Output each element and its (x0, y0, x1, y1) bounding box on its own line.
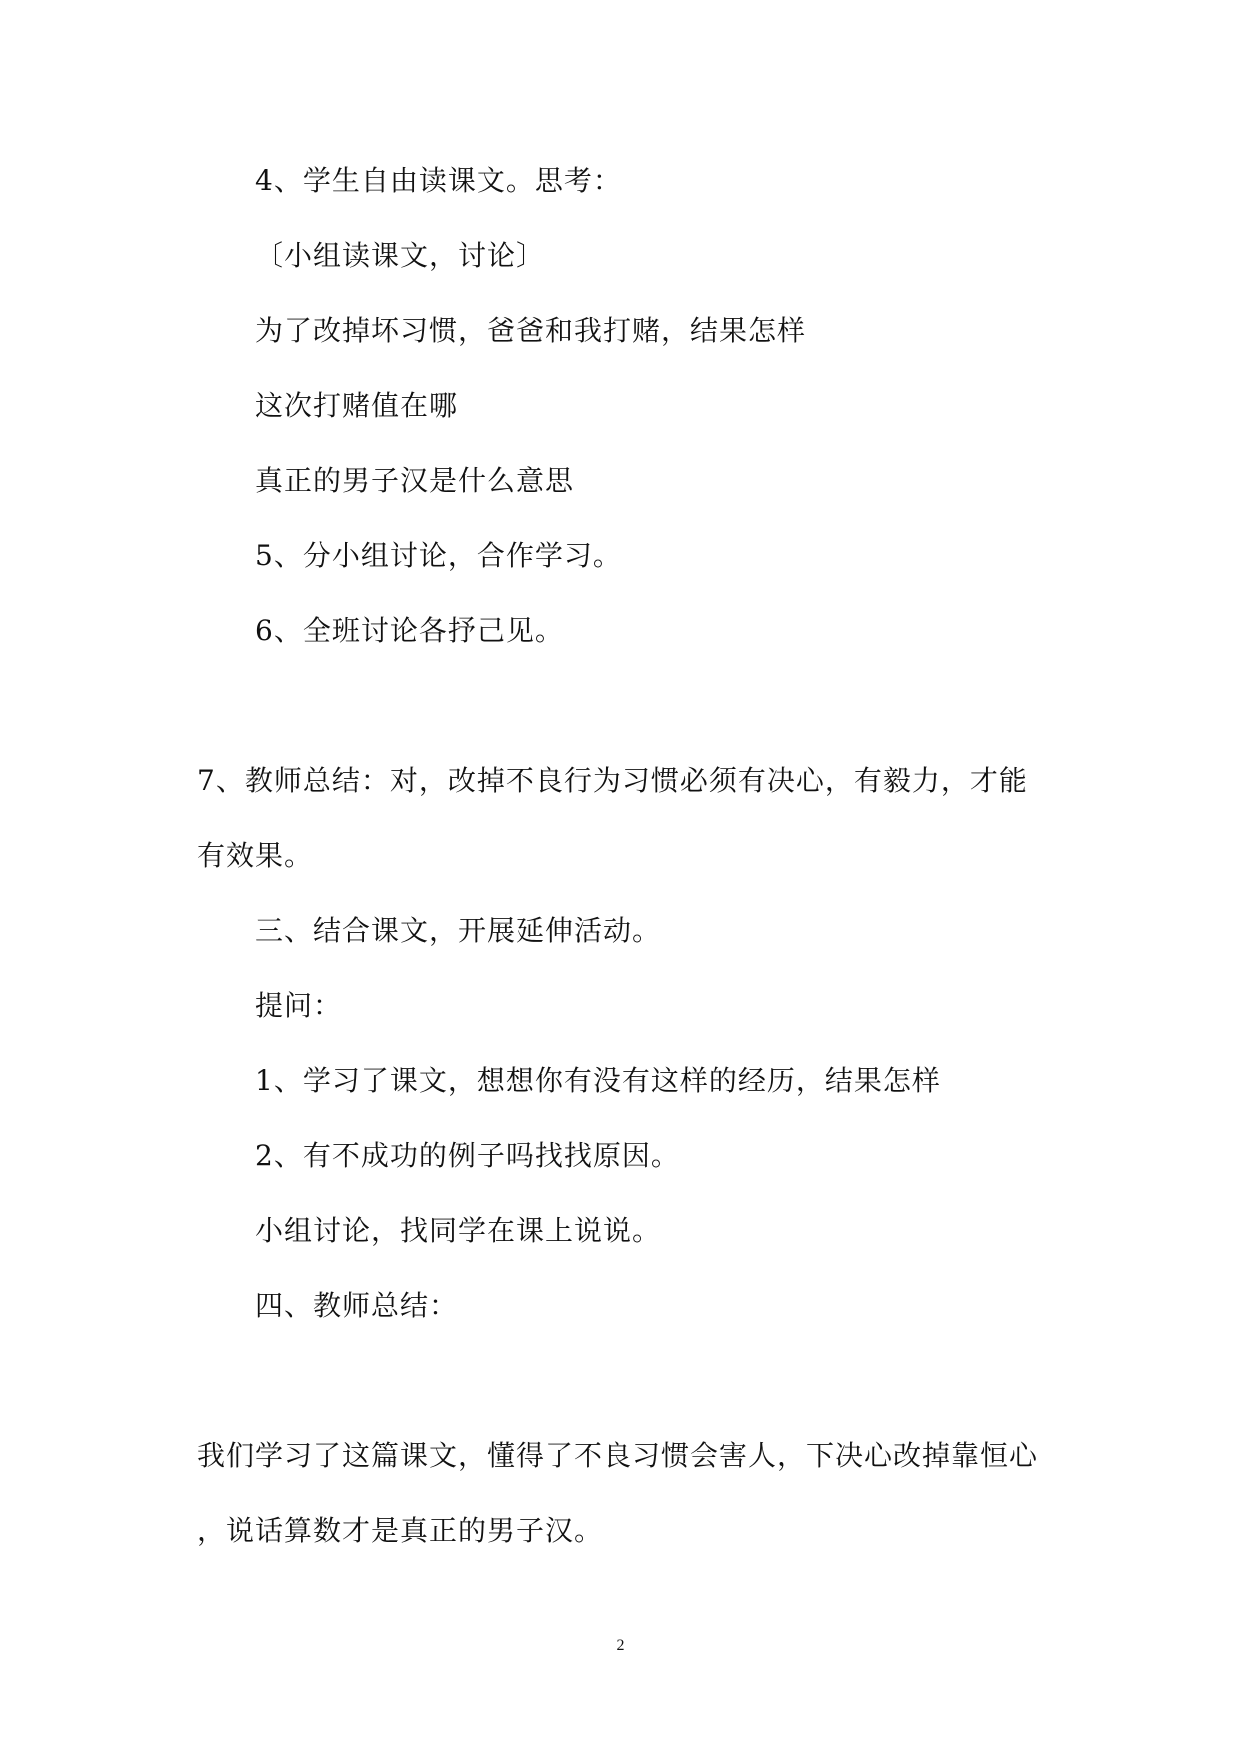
text-line: 有效果。 (197, 839, 314, 872)
text-line: 小组讨论，找同学在课上说说。 (255, 1214, 662, 1247)
text-line: 这次打赌值在哪 (255, 389, 459, 422)
text-line: 三、结合课文，开展延伸活动。 (255, 914, 662, 947)
text-line: 7、教师总结：对，改掉不良行为习惯必须有决心，有毅力，才能 (197, 764, 1028, 797)
text-line: ，说话算数才是真正的男子汉。 (197, 1514, 604, 1547)
text-line: 2、有不成功的例子吗找找原因。 (255, 1139, 680, 1172)
text-line: 1、学习了课文，想想你有没有这样的经历，结果怎样 (255, 1064, 941, 1097)
page-number: 2 (616, 1637, 625, 1654)
text-line: 〔小组读课文，讨论〕 (255, 239, 546, 272)
text-line: 我们学习了这篇课文，懂得了不良习惯会害人，下决心改掉靠恒心 (197, 1439, 1039, 1472)
text-line: 5、分小组讨论，合作学习。 (255, 539, 622, 572)
text-line: 四、教师总结： (255, 1289, 459, 1322)
text-line: 真正的男子汉是什么意思 (255, 464, 575, 497)
text-line: 4、学生自由读课文。思考： (255, 164, 622, 197)
text-line: 6、全班讨论各抒己见。 (255, 614, 564, 647)
text-line: 为了改掉坏习惯，爸爸和我打赌，结果怎样 (255, 314, 807, 347)
text-line: 提问： (255, 989, 343, 1022)
